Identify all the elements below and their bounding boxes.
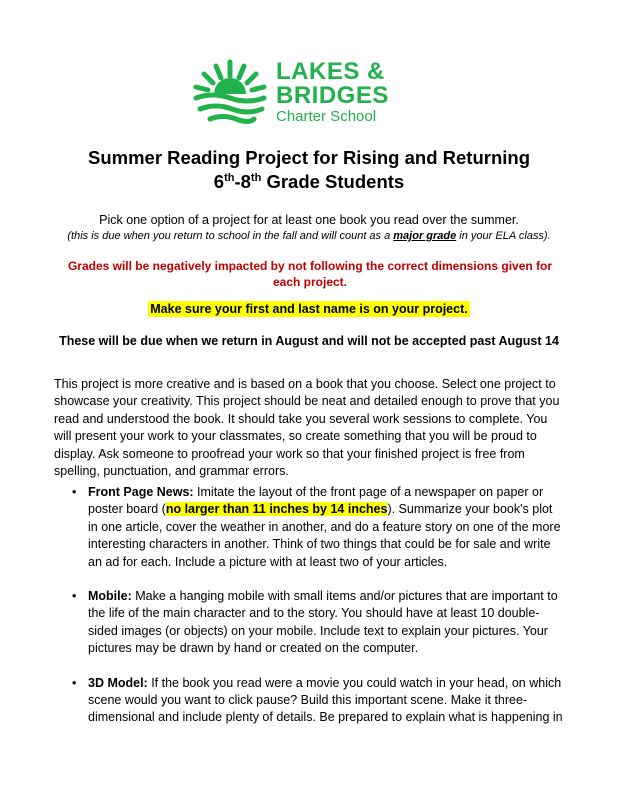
bullet-icon: • <box>72 485 77 499</box>
option-title: Front Page News: <box>88 485 194 499</box>
intro-note-emphasis: major grade <box>393 230 457 242</box>
intro-note <box>0 228 618 244</box>
option-text: If the book you read were a movie you could watch in your head, on which scene would you want to click pause? Build this important scene. Make it three-dimensional and include plenty of details. Be prepared to explain what is happening in <box>88 675 563 725</box>
instructions-paragraph: This project is more creative and is based on a book that you choose. Select one project to showcase your creativity. This project should be neat and detailed enough to prove that you read and understood the book. It should take you several work sessions to complete. You will present your work to your classmates, so create something that you will be proud to display. Ask someone to proofread your work so that your finished project is free from spelling, punctuation, and grammar errors. <box>54 377 560 479</box>
dimension-highlight: no larger than 11 inches by 14 inches <box>165 502 388 517</box>
grade-from-sup: th <box>224 171 235 184</box>
option-title: 3D Model: <box>88 675 148 690</box>
option-title: Mobile: <box>88 589 132 604</box>
logo-line-3: Charter School <box>276 108 377 125</box>
title-line-1: Summer Reading Project for Rising and Returning <box>88 147 530 168</box>
page-title <box>0 146 618 194</box>
intro <box>0 212 618 244</box>
option-text: Imitate the layout of the front page of a newspaper on paper or poster board ( <box>88 485 544 517</box>
bullet-icon: • <box>72 589 77 604</box>
logo-line-1: LAKES & <box>276 58 385 85</box>
list-item <box>54 675 564 727</box>
logo-wordmark <box>276 60 389 126</box>
grade-sep: -8 <box>234 171 251 192</box>
sunrise-waves-icon <box>190 56 274 126</box>
intro-note-before: (this is due when you return to school in the fall and will count as a <box>67 230 394 242</box>
list-item <box>54 484 564 571</box>
deadline-notice: These will be due when we return in August and will not be accepted past August 14 <box>59 334 559 348</box>
intro-line: Pick one option of a project for at least one book you read over the summer. <box>99 213 519 227</box>
bullet-icon: • <box>72 675 77 690</box>
grade-from: 6 <box>213 171 225 192</box>
name-reminder <box>0 302 618 316</box>
grade-to-sup: th <box>250 171 262 184</box>
grade-rest: Grade Students <box>261 171 405 192</box>
project-options-list <box>54 484 564 744</box>
logo-line-2: BRIDGES <box>276 82 389 109</box>
option-text: Make a hanging mobile with small items and/or pictures that are important to the life of the main character and to the story. You should have at least 10 double-sided images (or objects) on your mobile. Include text to explain your pictures. Your pictures may be drawn by hand or created on the computer. <box>88 589 558 656</box>
grading-warning: Grades will be negatively impacted by not following the correct dimensions given for each project. <box>67 259 553 289</box>
option-text-after: ). Summarize your book's plot in one article, cover the weather in another, and do a feature story on one of the more interesting characters in another. Think of two things that could be for sale and write an ad for each. Include a picture with at least two of your articles. <box>88 502 561 569</box>
intro-note-after: in your ELA class). <box>456 230 551 242</box>
list-item <box>54 588 564 658</box>
title-line-2 <box>0 170 618 194</box>
school-logo <box>190 56 430 126</box>
name-reminder-highlight: Make sure your first and last name is on your project. <box>150 302 468 316</box>
